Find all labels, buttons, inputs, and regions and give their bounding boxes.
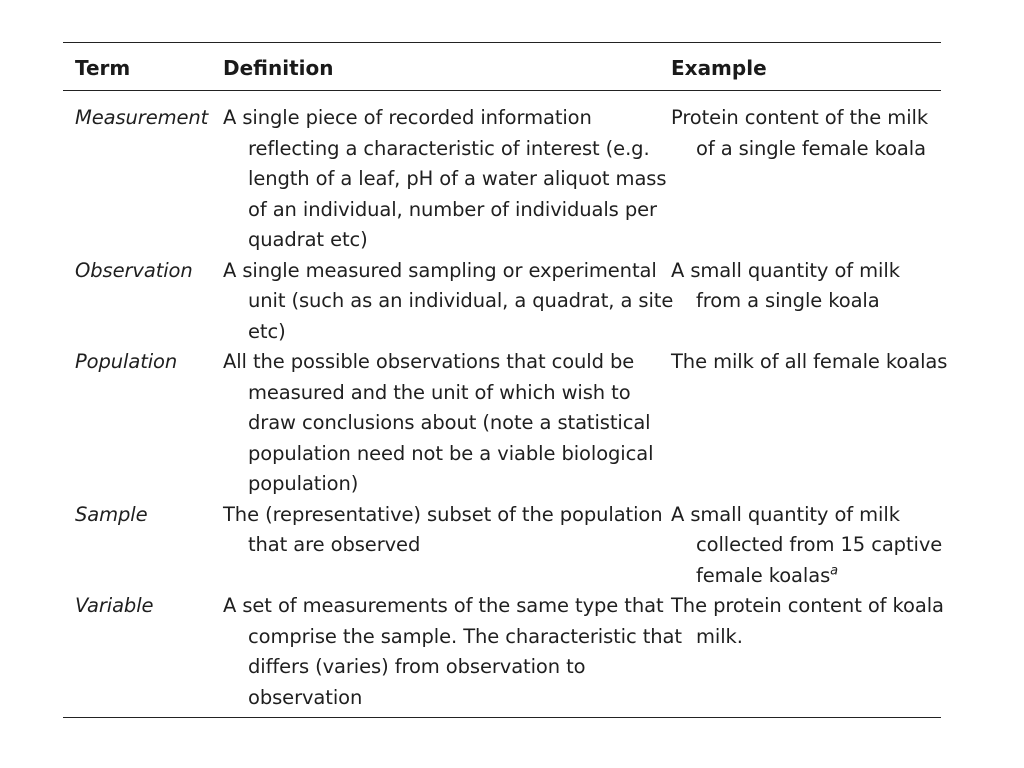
footnote-marker: a — [830, 563, 838, 578]
definitions-table — [63, 42, 948, 713]
definition-line: A single measured sampling or experimental — [223, 258, 657, 282]
definition-line: The (representative) subset of the population — [223, 502, 663, 526]
table-row — [63, 103, 941, 256]
term-cell: Population — [75, 350, 178, 373]
example-line-text: female koalas — [696, 563, 831, 587]
definition-line: of an individual, number of individuals per — [248, 197, 657, 221]
header-definition: Definition — [223, 56, 334, 80]
footnote-text-obscured — [63, 731, 941, 742]
example-line — [671, 561, 939, 592]
term-cell: Observation — [75, 258, 193, 282]
example-cell — [671, 347, 948, 378]
table-row — [63, 591, 944, 713]
example-cell — [671, 256, 939, 317]
example-line — [671, 134, 939, 165]
definition-line: unit (such as an individual, a quadrat, a site — [248, 289, 674, 312]
definition-line: A single piece of recorded information — [223, 106, 592, 129]
example-cell — [671, 103, 939, 164]
definition-line: etc) — [248, 319, 286, 343]
definition-cell — [223, 103, 667, 256]
definition-line: population need not be a viable biological — [248, 441, 654, 465]
definition-line: All the possible observations that could be — [223, 350, 635, 373]
definition-line: differs (varies) from observation to — [248, 655, 586, 678]
example-line-text: milk. — [696, 624, 743, 648]
term-cell: Sample — [75, 502, 148, 526]
definition-cell — [223, 591, 682, 713]
definition-line: quadrat etc) — [248, 228, 368, 251]
example-line-text: The milk of all female koalas — [671, 350, 948, 373]
definition-line: A set of measurements of the same type that — [223, 594, 664, 617]
table-row — [63, 500, 941, 592]
definition-cell — [223, 347, 663, 500]
table-body — [63, 91, 948, 713]
term-cell: Variable — [75, 594, 154, 617]
example-line-text: A small quantity of milk — [671, 258, 900, 282]
definition-line: reflecting a characteristic of interest (e.g. — [248, 136, 650, 160]
table-row — [63, 256, 941, 348]
table-bottom-rule — [63, 717, 941, 718]
example-line-text: A small quantity of milk — [671, 502, 900, 526]
example-line-text: The protein content of koala — [671, 594, 944, 617]
example-line-text: of a single female koala — [696, 136, 926, 160]
definition-line: draw conclusions about (note a statistical — [248, 411, 651, 434]
definition-cell — [223, 500, 663, 561]
example-line-text: from a single koala — [696, 289, 880, 312]
example-cell — [671, 500, 943, 592]
definition-line: comprise the sample. The characteristic that — [248, 624, 682, 648]
example-line — [671, 591, 944, 622]
definition-line: observation — [248, 685, 363, 709]
definition-line: length of a leaf, pH of a water aliquot mass — [248, 167, 667, 190]
definition-line: measured and the unit of which wish to — [248, 380, 631, 404]
example-line — [671, 103, 939, 134]
definition-line: that are observed — [248, 533, 421, 556]
footnote-cutoff — [63, 728, 941, 742]
definition-line: population) — [248, 472, 359, 495]
example-line — [671, 622, 939, 653]
definition-cell — [223, 256, 674, 348]
example-line-text: Protein content of the milk — [671, 106, 929, 129]
example-line — [671, 500, 939, 531]
header-example: Example — [671, 56, 767, 80]
example-line — [671, 286, 939, 317]
table-header-row — [63, 43, 941, 90]
example-line-text: collected from 15 captive — [696, 533, 943, 556]
example-line — [671, 256, 939, 287]
example-cell — [671, 591, 944, 652]
table-row — [63, 347, 948, 500]
example-line — [671, 347, 948, 378]
term-cell: Measurement — [75, 106, 209, 129]
example-line — [671, 530, 943, 561]
header-term: Term — [75, 56, 131, 80]
